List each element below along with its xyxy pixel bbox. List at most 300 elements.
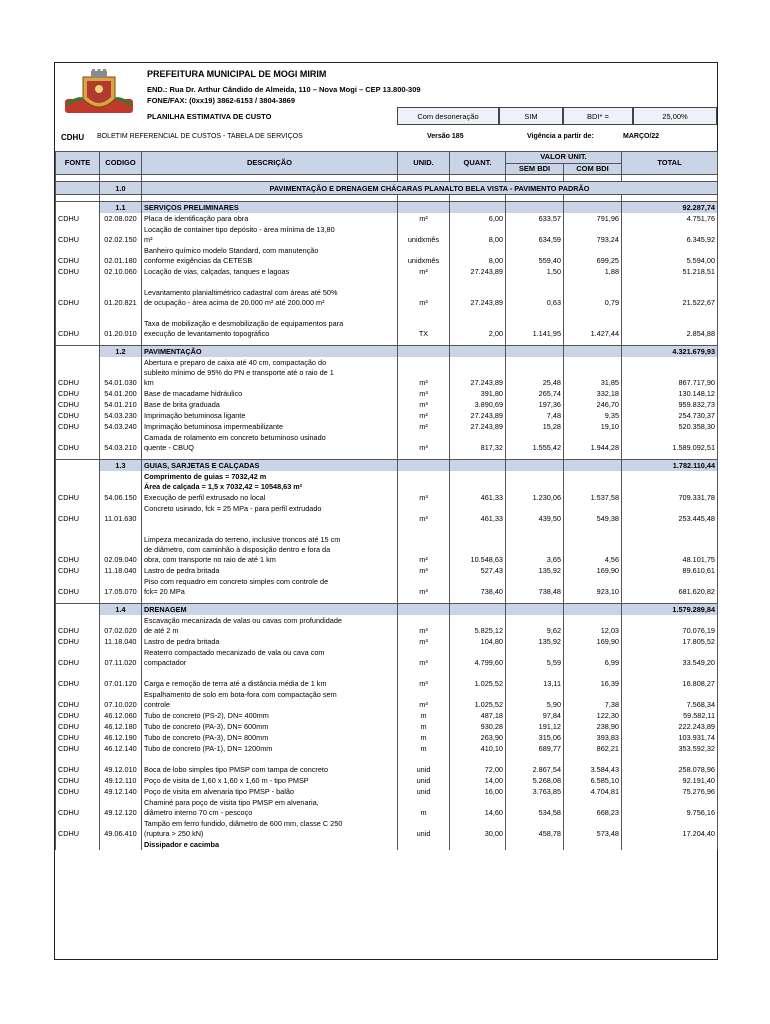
description-line: Camada de rolamento em concreto betuminoso usinado bbox=[144, 433, 326, 442]
row-description bbox=[142, 213, 398, 224]
description-line: Imprimação betuminosa impermeabilizante bbox=[144, 422, 284, 431]
row-com-bdi: 923,10 bbox=[564, 576, 622, 597]
source-label: CDHU bbox=[61, 133, 85, 142]
description-line: Taxa de mobilização e desmobilização de equipamentos para bbox=[144, 319, 344, 328]
sheet-header bbox=[55, 63, 717, 152]
table-row bbox=[56, 492, 718, 503]
row-codigo: 54.03.230 bbox=[100, 410, 142, 421]
row-codigo: 54.03.240 bbox=[100, 421, 142, 432]
description-line: Chaminé para poço de visita tipo PMSP em alvenaria, bbox=[144, 798, 319, 807]
row-quant: 27.243,89 bbox=[450, 421, 506, 432]
row-codigo: 11.01.630 bbox=[100, 503, 142, 524]
row-quant: 487,18 bbox=[450, 710, 506, 721]
row-unid: unid bbox=[398, 754, 450, 775]
row-description bbox=[142, 818, 398, 839]
row-codigo: 46.12.190 bbox=[100, 732, 142, 743]
description-line: Tubo de concreto (PA-1), DN= 1200mm bbox=[144, 744, 273, 753]
row-total: 353.592,32 bbox=[622, 743, 718, 754]
row-unid: m bbox=[398, 743, 450, 754]
table-row bbox=[56, 421, 718, 432]
row-codigo: 49.06.410 bbox=[100, 818, 142, 839]
group-unid bbox=[398, 604, 450, 616]
description-line: Poço de visita de 1,60 x 1,60 x 1,60 m - tipo PMSP bbox=[144, 776, 309, 785]
description-line: Lastro de pedra britada bbox=[144, 637, 220, 646]
row-fonte: CDHU bbox=[56, 357, 100, 388]
row-total: 89.610,61 bbox=[622, 565, 718, 576]
row-unid: m² bbox=[398, 266, 450, 277]
row-codigo: 46.12.180 bbox=[100, 721, 142, 732]
table-row bbox=[56, 224, 718, 245]
row-unid: m² bbox=[398, 213, 450, 224]
table-row bbox=[56, 754, 718, 775]
row-sem-bdi: 458,78 bbox=[506, 818, 564, 839]
row-sem-bdi: 9,62 bbox=[506, 615, 564, 636]
row-sem-bdi: 1.555,42 bbox=[506, 432, 564, 453]
source-description: BOLETIM REFERENCIAL DE CUSTOS - TABELA DE SERVIÇOS bbox=[97, 133, 303, 140]
row-sem-bdi: 197,36 bbox=[506, 399, 564, 410]
row-com-bdi: 6,99 bbox=[564, 647, 622, 668]
group-row bbox=[56, 604, 718, 616]
group-title: DRENAGEM bbox=[142, 604, 398, 616]
table-row bbox=[56, 721, 718, 732]
row-empty-cell bbox=[450, 839, 506, 850]
row-total: 33.549,20 bbox=[622, 647, 718, 668]
row-unid: unid bbox=[398, 786, 450, 797]
row-empty-cell bbox=[622, 839, 718, 850]
description-line: Base de brita graduada bbox=[144, 400, 220, 409]
row-unid: m² bbox=[398, 277, 450, 308]
row-quant: 1.025,52 bbox=[450, 689, 506, 710]
col-com-bdi: COM BDI bbox=[564, 163, 622, 175]
group-total: 1.782.110,44 bbox=[622, 460, 718, 472]
bdi-label: BDI* = bbox=[563, 107, 633, 125]
row-codigo: 49.12.140 bbox=[100, 786, 142, 797]
row-codigo: 07.01.120 bbox=[100, 668, 142, 689]
row-description bbox=[142, 839, 398, 850]
group-row bbox=[56, 346, 718, 358]
description-line: fck= 20 MPa bbox=[144, 587, 185, 596]
row-quant: 461,33 bbox=[450, 492, 506, 503]
row-fonte: CDHU bbox=[56, 576, 100, 597]
description-line: Limpeza mecanizada do terreno, inclusive troncos até 15 cm bbox=[144, 535, 341, 544]
table-row bbox=[56, 743, 718, 754]
row-description bbox=[142, 647, 398, 668]
row-fonte: CDHU bbox=[56, 668, 100, 689]
spacer-row bbox=[56, 195, 718, 202]
row-total: 253.445,48 bbox=[622, 503, 718, 524]
row-com-bdi: 169,90 bbox=[564, 636, 622, 647]
description-line: obra, com transporte no raio de até 1 km bbox=[144, 555, 276, 564]
row-description bbox=[142, 224, 398, 245]
row-unid: unidxmês bbox=[398, 245, 450, 266]
row-unid: m³ bbox=[398, 689, 450, 710]
row-codigo bbox=[100, 471, 142, 492]
description-line: Reaterro compactado mecanizado de vala ou cava com bbox=[144, 648, 325, 657]
row-unid: unid bbox=[398, 775, 450, 786]
group-fonte bbox=[56, 202, 100, 214]
row-description bbox=[142, 277, 398, 308]
group-quant bbox=[450, 202, 506, 214]
row-description bbox=[142, 754, 398, 775]
row-fonte: CDHU bbox=[56, 524, 100, 565]
group-number: 1.4 bbox=[100, 604, 142, 616]
row-unid: m³ bbox=[398, 503, 450, 524]
row-sem-bdi: 25,48 bbox=[506, 357, 564, 388]
group-title: SERVIÇOS PRELIMINARES bbox=[142, 202, 398, 214]
row-com-bdi: 393,83 bbox=[564, 732, 622, 743]
column-header-row bbox=[56, 152, 718, 164]
group-com-bdi bbox=[564, 460, 622, 472]
row-fonte: CDHU bbox=[56, 775, 100, 786]
description-line: Locação de container tipo depósito - área mínima de 13,80 bbox=[144, 225, 335, 234]
row-com-bdi: 19,10 bbox=[564, 421, 622, 432]
group-total: 1.579.289,84 bbox=[622, 604, 718, 616]
row-total: 7.568,34 bbox=[622, 689, 718, 710]
row-quant: 817,32 bbox=[450, 432, 506, 453]
row-quant: 27.243,89 bbox=[450, 357, 506, 388]
group-unid bbox=[398, 346, 450, 358]
row-unid: m³ bbox=[398, 492, 450, 503]
group-quant bbox=[450, 346, 506, 358]
description-line: de até 2 m bbox=[144, 626, 179, 635]
row-unid: m³ bbox=[398, 399, 450, 410]
row-sem-bdi: 315,06 bbox=[506, 732, 564, 743]
row-codigo: 54.01.030 bbox=[100, 357, 142, 388]
row-description bbox=[142, 668, 398, 689]
row-quant: 14,60 bbox=[450, 797, 506, 818]
table-row bbox=[56, 786, 718, 797]
desoneracao-label: Com desoneração bbox=[397, 107, 499, 125]
group-com-bdi bbox=[564, 604, 622, 616]
table-row bbox=[56, 245, 718, 266]
row-fonte bbox=[56, 839, 100, 850]
row-codigo: 11.18.040 bbox=[100, 565, 142, 576]
row-total: 75.276,96 bbox=[622, 786, 718, 797]
table-row bbox=[56, 524, 718, 565]
group-number: 1.1 bbox=[100, 202, 142, 214]
table-row bbox=[56, 615, 718, 636]
row-description bbox=[142, 266, 398, 277]
row-com-bdi: 1.427,44 bbox=[564, 308, 622, 339]
row-quant: 2,00 bbox=[450, 308, 506, 339]
row-com-bdi: 0,79 bbox=[564, 277, 622, 308]
row-unid: m³ bbox=[398, 615, 450, 636]
row-com-bdi: 246,70 bbox=[564, 399, 622, 410]
row-fonte: CDHU bbox=[56, 689, 100, 710]
row-sem-bdi: 738,48 bbox=[506, 576, 564, 597]
row-unid: m³ bbox=[398, 388, 450, 399]
row-sem-bdi: 13,11 bbox=[506, 668, 564, 689]
row-total: 92.191,40 bbox=[622, 775, 718, 786]
table-row bbox=[56, 213, 718, 224]
group-com-bdi bbox=[564, 346, 622, 358]
row-codigo: 54.01.210 bbox=[100, 399, 142, 410]
note-row bbox=[56, 471, 718, 492]
row-quant: 527,43 bbox=[450, 565, 506, 576]
description-line: Banheiro químico modelo Standard, com manutenção bbox=[144, 246, 319, 255]
vigencia-value: MARÇO/22 bbox=[623, 133, 660, 140]
row-unid: m² bbox=[398, 410, 450, 421]
row-com-bdi: 573,48 bbox=[564, 818, 622, 839]
table-row bbox=[56, 565, 718, 576]
row-unid: m³ bbox=[398, 432, 450, 453]
row-unid: m³ bbox=[398, 565, 450, 576]
row-codigo: 02.08.020 bbox=[100, 213, 142, 224]
row-fonte bbox=[56, 471, 100, 492]
description-line: controle bbox=[144, 700, 170, 709]
row-description bbox=[142, 710, 398, 721]
row-total: 48.101,75 bbox=[622, 524, 718, 565]
row-total: 16.808,27 bbox=[622, 668, 718, 689]
description-line: Comprimento de guias = 7032,42 m bbox=[144, 472, 267, 481]
org-title: PREFEITURA MUNICIPAL DE MOGI MIRIM bbox=[147, 69, 327, 79]
row-sem-bdi: 15,28 bbox=[506, 421, 564, 432]
row-com-bdi: 1,88 bbox=[564, 266, 622, 277]
row-description bbox=[142, 471, 398, 492]
row-sem-bdi: 5,59 bbox=[506, 647, 564, 668]
description-line: Escavação mecanizada de valas ou cavas com profundidade bbox=[144, 616, 342, 625]
col-total: TOTAL bbox=[622, 152, 718, 175]
col-descricao: DESCRIÇÃO bbox=[142, 152, 398, 175]
table-row bbox=[56, 503, 718, 524]
description-line: Abertura e preparo de caixa até 40 cm, compactação do bbox=[144, 358, 327, 367]
row-fonte: CDHU bbox=[56, 213, 100, 224]
row-com-bdi: 791,96 bbox=[564, 213, 622, 224]
col-quant: QUANT. bbox=[450, 152, 506, 175]
row-description bbox=[142, 388, 398, 399]
description-line bbox=[144, 514, 395, 524]
row-com-bdi: 9,35 bbox=[564, 410, 622, 421]
table-row bbox=[56, 689, 718, 710]
table-row bbox=[56, 710, 718, 721]
plan-label: PLANILHA ESTIMATIVA DE CUSTO bbox=[147, 112, 272, 121]
row-fonte: CDHU bbox=[56, 245, 100, 266]
row-fonte: CDHU bbox=[56, 492, 100, 503]
group-com-bdi bbox=[564, 202, 622, 214]
row-description bbox=[142, 786, 398, 797]
table-row bbox=[56, 636, 718, 647]
row-unid: m bbox=[398, 732, 450, 743]
row-com-bdi: 238,90 bbox=[564, 721, 622, 732]
table-row bbox=[56, 388, 718, 399]
row-fonte: CDHU bbox=[56, 636, 100, 647]
org-phone: FONE/FAX: (0xx19) 3862-6153 / 3804-3869 bbox=[147, 96, 296, 105]
row-fonte: CDHU bbox=[56, 710, 100, 721]
row-quant: 6,00 bbox=[450, 213, 506, 224]
row-codigo: 07.10.020 bbox=[100, 689, 142, 710]
col-sem-bdi: SEM BDI bbox=[506, 163, 564, 175]
row-total: 709.331,78 bbox=[622, 492, 718, 503]
row-com-bdi: 4,56 bbox=[564, 524, 622, 565]
row-com-bdi: 4.704,81 bbox=[564, 786, 622, 797]
row-empty-cell bbox=[398, 471, 450, 492]
row-total: 17.204,40 bbox=[622, 818, 718, 839]
description-line: Lastro de pedra britada bbox=[144, 566, 220, 575]
group-row bbox=[56, 202, 718, 214]
row-quant: 263,90 bbox=[450, 732, 506, 743]
row-total: 1.589.092,51 bbox=[622, 432, 718, 453]
vigencia-label: Vigência a partir de: bbox=[527, 133, 594, 140]
row-codigo: 02.02.150 bbox=[100, 224, 142, 245]
row-unid: m² bbox=[398, 524, 450, 565]
group-title: PAVIMENTAÇÃO bbox=[142, 346, 398, 358]
row-sem-bdi: 634,59 bbox=[506, 224, 564, 245]
row-quant: 4.799,60 bbox=[450, 647, 506, 668]
row-codigo: 49.12.010 bbox=[100, 754, 142, 775]
row-quant: 104,80 bbox=[450, 636, 506, 647]
row-fonte: CDHU bbox=[56, 410, 100, 421]
row-sem-bdi: 0,63 bbox=[506, 277, 564, 308]
row-sem-bdi: 1.230,06 bbox=[506, 492, 564, 503]
row-unid: m³ bbox=[398, 636, 450, 647]
row-codigo: 02.01.180 bbox=[100, 245, 142, 266]
description-line: Área de calçada = 1,5 x 7032,42 = 10548,63 m² bbox=[144, 482, 303, 491]
row-unid: m bbox=[398, 797, 450, 818]
description-line: Locação de vias, calçadas, tanques e lagoas bbox=[144, 267, 290, 276]
row-sem-bdi: 135,92 bbox=[506, 565, 564, 576]
row-fonte: CDHU bbox=[56, 432, 100, 453]
row-total: 254.730,37 bbox=[622, 410, 718, 421]
group-unid bbox=[398, 202, 450, 214]
description-line bbox=[144, 755, 395, 765]
row-total: 51.218,51 bbox=[622, 266, 718, 277]
row-unid: m bbox=[398, 710, 450, 721]
row-fonte: CDHU bbox=[56, 277, 100, 308]
table-row bbox=[56, 357, 718, 388]
row-empty-cell bbox=[564, 471, 622, 492]
row-total: 103.931,74 bbox=[622, 732, 718, 743]
row-codigo: 01.20.821 bbox=[100, 277, 142, 308]
row-com-bdi: 699,25 bbox=[564, 245, 622, 266]
col-codigo: CODIGO bbox=[100, 152, 142, 175]
row-com-bdi: 122,30 bbox=[564, 710, 622, 721]
row-total: 6.345,92 bbox=[622, 224, 718, 245]
municipal-coat-of-arms-icon bbox=[61, 69, 137, 117]
row-fonte: CDHU bbox=[56, 732, 100, 743]
row-unid: m³ bbox=[398, 668, 450, 689]
section-row bbox=[56, 182, 718, 195]
description-line: Espalhamento de solo em bota-fora com compactação sem bbox=[144, 690, 337, 699]
row-unid: unidxmês bbox=[398, 224, 450, 245]
row-description bbox=[142, 432, 398, 453]
row-quant: 10.548,63 bbox=[450, 524, 506, 565]
row-sem-bdi: 7,48 bbox=[506, 410, 564, 421]
row-description bbox=[142, 689, 398, 710]
row-fonte: CDHU bbox=[56, 421, 100, 432]
row-codigo: 49.12.120 bbox=[100, 797, 142, 818]
row-com-bdi: 793,24 bbox=[564, 224, 622, 245]
description-line: Levantamento planialtimétrico cadastral com áreas até 50% bbox=[144, 288, 338, 297]
row-sem-bdi: 3.763,85 bbox=[506, 786, 564, 797]
row-quant: 27.243,89 bbox=[450, 266, 506, 277]
row-fonte: CDHU bbox=[56, 503, 100, 524]
org-address: END.: Rua Dr. Arthur Cândido de Almeida, 110 – Nova Mogi – CEP 13.800-309 bbox=[147, 85, 421, 94]
row-unid: m³ bbox=[398, 647, 450, 668]
description-line: Tubo de concreto (PA-3), DN= 800mm bbox=[144, 733, 269, 742]
row-quant: 27.243,89 bbox=[450, 410, 506, 421]
row-sem-bdi: 559,40 bbox=[506, 245, 564, 266]
row-com-bdi: 12,03 bbox=[564, 615, 622, 636]
row-quant: 738,40 bbox=[450, 576, 506, 597]
row-sem-bdi: 439,50 bbox=[506, 503, 564, 524]
row-total: 520.358,30 bbox=[622, 421, 718, 432]
row-total: 59.582,11 bbox=[622, 710, 718, 721]
row-com-bdi: 862,21 bbox=[564, 743, 622, 754]
row-fonte: CDHU bbox=[56, 818, 100, 839]
description-line: Carga e remoção de terra até a distância média de 1 km bbox=[144, 679, 327, 688]
row-quant: 16,00 bbox=[450, 786, 506, 797]
row-codigo: 07.02.020 bbox=[100, 615, 142, 636]
description-line: compactador bbox=[144, 658, 187, 667]
row-quant: 1.025,52 bbox=[450, 668, 506, 689]
group-sem-bdi bbox=[506, 604, 564, 616]
description-line: Execução de perfil extrusado no local bbox=[144, 493, 266, 502]
row-sem-bdi: 1,50 bbox=[506, 266, 564, 277]
row-codigo: 02.09.040 bbox=[100, 524, 142, 565]
description-line: de ocupação - área acima de 20.000 m² até 200.000 m² bbox=[144, 298, 325, 307]
table-row bbox=[56, 668, 718, 689]
row-description bbox=[142, 797, 398, 818]
description-line: de diâmetro, com caminhão à disposição dentro e fora da bbox=[144, 545, 331, 554]
row-empty-cell bbox=[622, 471, 718, 492]
row-total: 17.805,52 bbox=[622, 636, 718, 647]
table-row bbox=[56, 818, 718, 839]
row-quant: 3.890,69 bbox=[450, 399, 506, 410]
row-total: 21.522,67 bbox=[622, 277, 718, 308]
group-sem-bdi bbox=[506, 346, 564, 358]
row-description bbox=[142, 421, 398, 432]
row-total: 867.717,90 bbox=[622, 357, 718, 388]
row-sem-bdi: 633,57 bbox=[506, 213, 564, 224]
group-fonte bbox=[56, 346, 100, 358]
row-description bbox=[142, 357, 398, 388]
row-codigo: 54.03.210 bbox=[100, 432, 142, 453]
row-fonte: CDHU bbox=[56, 224, 100, 245]
description-line: quente - CBUQ bbox=[144, 443, 194, 452]
row-codigo: 11.18.040 bbox=[100, 636, 142, 647]
row-description bbox=[142, 721, 398, 732]
row-com-bdi: 3.584,43 bbox=[564, 754, 622, 775]
row-empty-cell bbox=[506, 839, 564, 850]
description-line: Tampão em ferro fundido, diâmetro de 600 mm, classe C 250 bbox=[144, 819, 343, 828]
col-fonte: FONTE bbox=[56, 152, 100, 175]
row-codigo: 46.12.140 bbox=[100, 743, 142, 754]
row-com-bdi: 16,39 bbox=[564, 668, 622, 689]
row-codigo: 54.06.150 bbox=[100, 492, 142, 503]
row-sem-bdi: 534,58 bbox=[506, 797, 564, 818]
group-total: 4.321.679,93 bbox=[622, 346, 718, 358]
row-total: 5.594,00 bbox=[622, 245, 718, 266]
col-valor-unit: VALOR UNIT. bbox=[506, 152, 622, 164]
section-title: PAVIMENTAÇÃO E DRENAGEM CHÁCARAS PLANALTO BELA VISTA - PAVIMENTO PADRÃO bbox=[142, 182, 718, 195]
description-line bbox=[144, 525, 395, 535]
row-description bbox=[142, 524, 398, 565]
description-line: Tubo de concreto (PA-3), DN= 600mm bbox=[144, 722, 269, 731]
description-line: Placa de identificação para obra bbox=[144, 214, 249, 223]
description-line: conforme exigências da CETESB bbox=[144, 256, 253, 265]
row-description bbox=[142, 615, 398, 636]
description-line bbox=[144, 669, 395, 679]
description-line: km bbox=[144, 378, 154, 387]
row-total: 258.078,96 bbox=[622, 754, 718, 775]
row-description bbox=[142, 775, 398, 786]
group-sem-bdi bbox=[506, 202, 564, 214]
row-codigo: 46.12.060 bbox=[100, 710, 142, 721]
group-fonte bbox=[56, 460, 100, 472]
row-fonte: CDHU bbox=[56, 399, 100, 410]
group-sem-bdi bbox=[506, 460, 564, 472]
row-description bbox=[142, 245, 398, 266]
